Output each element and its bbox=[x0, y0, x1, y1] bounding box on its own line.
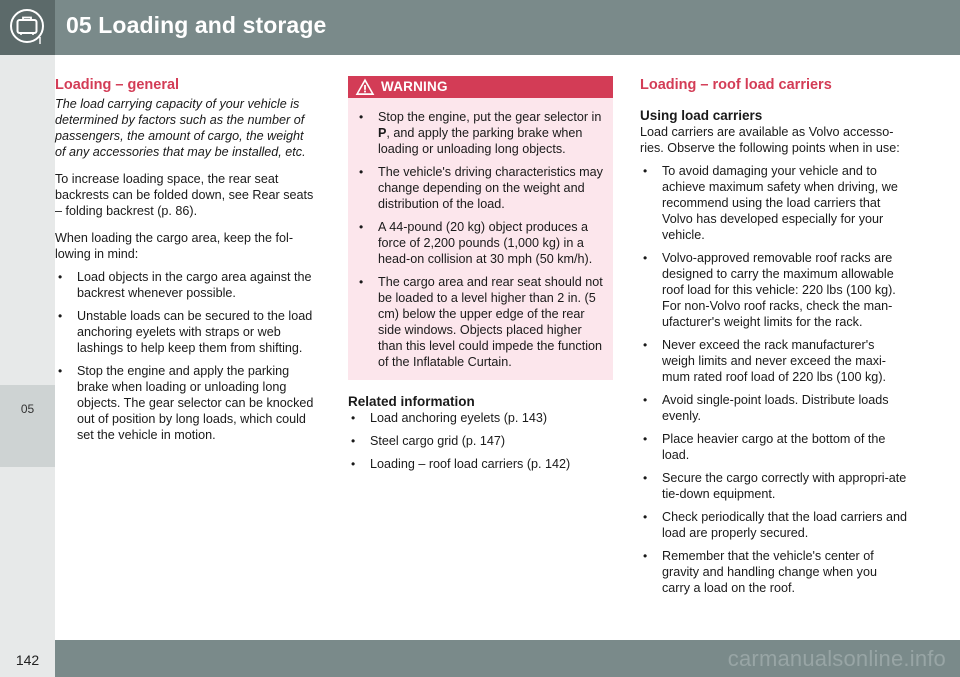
chapter-icon-box bbox=[0, 0, 55, 55]
subheading-using-load-carriers: Using load carriers bbox=[640, 108, 763, 123]
chapter-gutter bbox=[0, 55, 55, 640]
page-footer bbox=[0, 640, 960, 677]
chapter-tab[interactable] bbox=[0, 385, 55, 467]
list-item: • Secure the cargo correctly with appropri-ate tie-down equipment. bbox=[640, 470, 908, 502]
list-item: • Remember that the vehicle's center of gravity and handling change when you carry a load on the roof. bbox=[640, 548, 908, 596]
warning-item bbox=[356, 109, 605, 157]
list-item: • To avoid damaging your vehicle and to achieve maximum safety when driving, we recommend using the load carriers that Volvo has developed especially for your vehicle. bbox=[640, 163, 908, 243]
warning-item: • The cargo area and rear seat should not be loaded to a level higher than 2 in. (5 cm) below the upper edge of the rear side windows. Objects placed higher than this level could impede the function of the Inflatable Curtain. bbox=[356, 274, 605, 370]
chapter-title: 05 Loading and storage bbox=[66, 12, 327, 38]
column-warning bbox=[348, 76, 613, 472]
warning-item: • A 44-pound (20 kg) object produces a force of 2,200 pounds (1,000 kg) in a head-on collision at 30 mph (50 km/h). bbox=[356, 219, 605, 267]
warning-box bbox=[348, 76, 613, 380]
warning-header bbox=[348, 76, 613, 98]
bullet-list bbox=[55, 269, 317, 443]
warning-item-text: , and apply the parking brake when loading or unloading long objects. bbox=[378, 126, 583, 156]
list-item: • Load objects in the cargo area against the backrest whenever possible. bbox=[55, 269, 317, 301]
intro-paragraph: The load carrying capacity of your vehicle is determined by factors such as the number of passengers, the amount of cargo, the weight of any accessories that may be installed, etc. bbox=[55, 97, 306, 159]
warning-item-text: Stop the engine, put the gear selector in bbox=[378, 110, 602, 124]
related-heading: Related information bbox=[348, 394, 475, 409]
paragraph: Load carriers are available as Volvo accesso-ries. Observe the following points when in use: bbox=[640, 125, 900, 155]
list-item: • Unstable loads can be secured to the load anchoring eyelets with straps or web lashings to help keep them from shifting. bbox=[55, 308, 317, 356]
related-link[interactable]: • Load anchoring eyelets (p. 143) bbox=[348, 410, 613, 426]
related-link[interactable]: • Steel cargo grid (p. 147) bbox=[348, 433, 613, 449]
list-item: • Stop the engine and apply the parking brake when loading or unloading long objects. The gear selector can be knocked out of position by long loads, which could set the vehicle in motion. bbox=[55, 363, 317, 443]
column-loading-general bbox=[55, 76, 317, 443]
page-number: 142 bbox=[15, 652, 40, 668]
list-item: • Volvo-approved removable roof racks are designed to carry the maximum allowable roof load for this vehicle: 220 lbs (100 kg). For non-Volvo roof racks, check the man-ufacturer's weight limits for the rack. bbox=[640, 250, 908, 330]
paragraph: When loading the cargo area, keep the fol-lowing in mind: bbox=[55, 231, 294, 261]
related-information bbox=[348, 394, 613, 472]
section-heading-roof-load-carriers: Loading – roof load carriers bbox=[640, 77, 832, 93]
chapter-tab-label: 05 bbox=[20, 402, 35, 416]
related-link[interactable]: • Loading – roof load carriers (p. 142) bbox=[348, 456, 613, 472]
paragraph: To increase loading space, the rear seat backrests can be folded down, see Rear seats – folding backrest (p. 86). bbox=[55, 172, 314, 218]
warning-title: WARNING bbox=[381, 79, 448, 94]
warning-triangle-icon bbox=[355, 78, 375, 96]
page-header bbox=[0, 0, 960, 55]
bullet-list bbox=[640, 163, 908, 596]
list-item: • Avoid single-point loads. Distribute loads evenly. bbox=[640, 392, 908, 424]
column-roof-load-carriers bbox=[640, 76, 908, 596]
gear-position-label: P bbox=[378, 126, 387, 140]
list-item: • Place heavier cargo at the bottom of the load. bbox=[640, 431, 908, 463]
watermark: carmanualsonline.info bbox=[727, 646, 946, 671]
suitcase-icon bbox=[9, 7, 45, 45]
warning-item: • The vehicle's driving characteristics may change depending on the weight and distribution of the load. bbox=[356, 164, 605, 212]
section-heading-loading-general: Loading – general bbox=[55, 77, 180, 93]
list-item: • Never exceed the rack manufacturer's weigh limits and never exceed the maxi-mum rated roof load of 220 lbs (100 kg). bbox=[640, 337, 908, 385]
list-item: • Check periodically that the load carriers and load are properly secured. bbox=[640, 509, 908, 541]
related-list bbox=[348, 410, 613, 472]
page-number-box bbox=[0, 640, 55, 677]
warning-list bbox=[348, 98, 613, 370]
